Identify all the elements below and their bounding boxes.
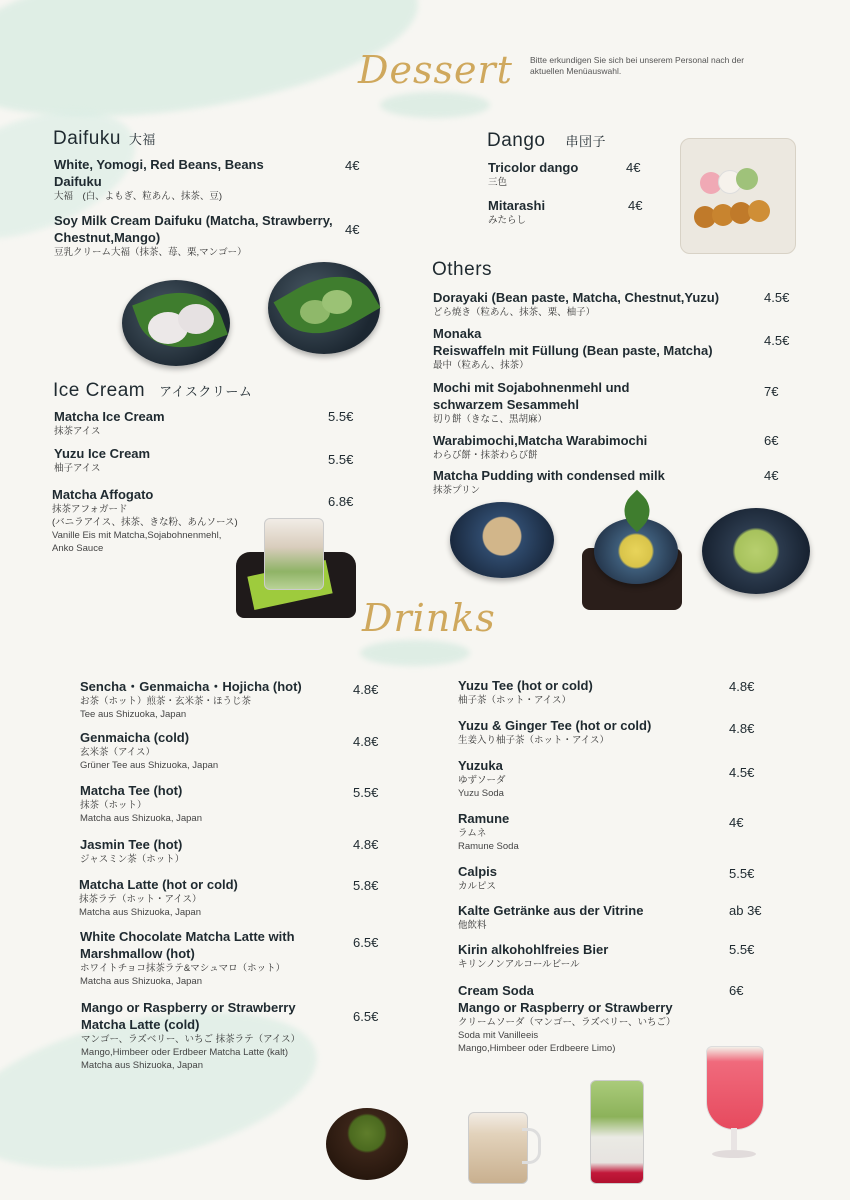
drink-jp: 柚子茶（ホット・アイス） xyxy=(458,695,572,706)
item-name: Warabimochi,Matcha Warabimochi xyxy=(433,433,648,448)
drink-jp: 抹茶ラテ（ホット・アイス） xyxy=(79,894,202,905)
others-title: Others xyxy=(432,259,493,280)
item-price: 4€ xyxy=(628,198,643,213)
menu-item xyxy=(488,159,618,189)
drink-item xyxy=(458,810,718,853)
item-jp: 最中（粒あん、抹茶） xyxy=(433,360,529,371)
affogato-glass xyxy=(264,518,324,590)
drink-name: Mango or Raspberry or Strawberry xyxy=(81,1000,296,1015)
item-name: schwarzem Sesammehl xyxy=(433,397,579,412)
drink-jp: 玄米茶（アイス） xyxy=(80,747,156,758)
drink-sub: Mango,Himbeer oder Erdbeere Limo) xyxy=(458,1043,616,1054)
daifuku-title-jp: 大福 xyxy=(128,132,156,147)
dango-photo xyxy=(680,138,796,254)
drink-price: 6.5€ xyxy=(353,1009,379,1024)
item-price: 5.5€ xyxy=(328,409,354,424)
item-price: 6€ xyxy=(764,433,779,448)
daifuku-section-title xyxy=(53,128,156,150)
item-name: Reiswaffeln mit Füllung (Bean paste, Matcha) xyxy=(433,343,713,358)
item-name: Matcha Pudding with condensed milk xyxy=(433,468,665,483)
drink-sub: Ramune Soda xyxy=(458,841,519,852)
drink-item xyxy=(458,982,718,1055)
drink-jp: ゆずソーダ xyxy=(458,775,506,786)
mochi-piece xyxy=(178,304,214,334)
item-jp: 抹茶プリン xyxy=(433,485,481,496)
item-name: Matcha Ice Cream xyxy=(54,409,165,424)
ice-cream-section-title xyxy=(53,380,252,402)
drink-price: 4.8€ xyxy=(353,734,379,749)
drink-jp: クリームソーダ（マンゴー、ラズベリー、いちご） xyxy=(458,1017,676,1028)
drink-name: Kirin alkohohlfreies Bier xyxy=(458,942,609,957)
menu-item xyxy=(54,212,334,259)
dango-ball xyxy=(748,200,770,222)
drink-sub: Matcha aus Shizuoka, Japan xyxy=(80,976,202,987)
drink-sub: Mango,Himbeer oder Erdbeer Matcha Latte (kalt) xyxy=(81,1047,288,1058)
daifuku-title: Daifuku xyxy=(53,128,121,149)
item-jp: 大福 (白、よもぎ、粒あん、抹茶、豆) xyxy=(54,191,223,202)
drink-item xyxy=(458,757,718,800)
item-name: Matcha Affogato xyxy=(52,487,154,502)
matcha-latte-cold-photo xyxy=(590,1080,644,1184)
drink-jp: ジャスミン茶（ホット） xyxy=(80,854,185,865)
drink-name: Marshmallow (hot) xyxy=(80,946,195,961)
drink-name: Jasmin Tee (hot) xyxy=(80,837,183,852)
drink-jp: 生姜入り柚子茶（ホット・アイス） xyxy=(458,735,610,746)
matcha-bowl-photo xyxy=(326,1108,408,1180)
item-price: 4€ xyxy=(626,160,641,175)
drink-price: 4.8€ xyxy=(729,721,755,736)
ice-cream-title: Ice Cream xyxy=(53,380,146,401)
dango-ball xyxy=(736,168,758,190)
drink-item xyxy=(81,999,351,1072)
brush-stroke xyxy=(380,92,490,118)
menu-item xyxy=(54,408,304,438)
drink-name: Yuzuka xyxy=(458,758,503,773)
kinako-mochi-photo xyxy=(450,502,554,578)
drink-name: Yuzu & Ginger Tee (hot or cold) xyxy=(458,718,652,733)
item-name: Monaka xyxy=(433,326,482,341)
drink-name: White Chocolate Matcha Latte with xyxy=(80,929,295,944)
menu-item xyxy=(433,325,753,372)
drink-item xyxy=(458,863,718,893)
dango-title-jp: 串団子 xyxy=(565,134,607,149)
menu-item xyxy=(433,432,753,462)
menu-item xyxy=(433,379,753,426)
drink-jp: キリンノンアルコールビール xyxy=(458,959,580,970)
drink-item xyxy=(80,729,340,772)
drink-name: Calpis xyxy=(458,864,498,879)
drink-name: Yuzu Tee (hot or cold) xyxy=(458,678,593,693)
item-name: Mochi mit Sojabohnenmehl und xyxy=(433,380,630,395)
menu-item xyxy=(433,467,753,497)
item-jp: みたらし xyxy=(488,215,527,226)
drink-name: Sencha・Genmaicha・Hojicha (hot) xyxy=(80,679,302,694)
menu-item xyxy=(52,486,272,555)
drink-price: 5.5€ xyxy=(729,866,755,881)
dessert-title: Dessert xyxy=(358,48,513,92)
matcha-pudding-photo xyxy=(702,508,810,594)
drink-name: Ramune xyxy=(458,811,510,826)
drink-item xyxy=(458,902,718,932)
drink-price: 4.8€ xyxy=(353,682,379,697)
item-price: 5.5€ xyxy=(328,452,354,467)
drinks-title: Drinks xyxy=(362,596,496,640)
drink-sub: Grüner Tee aus Shizuoka, Japan xyxy=(80,760,219,771)
drink-jp: 他飲料 xyxy=(458,920,487,931)
drink-price: 6€ xyxy=(729,983,744,998)
menu-item xyxy=(488,197,618,227)
drink-name: Mango or Raspberry or Strawberry xyxy=(458,1000,673,1015)
drink-name: Matcha Tee (hot) xyxy=(80,783,183,798)
item-name: Soy Milk Cream Daifuku (Matcha, Strawberry, Chestnut,Mango) xyxy=(54,213,333,245)
item-jp: 柚子アイス xyxy=(54,463,101,474)
drink-jp: マンゴー、ラズベリー、いちご 抹茶ラテ（アイス） xyxy=(81,1034,301,1045)
item-jp: 豆乳クリーム大福（抹茶、苺、栗,マンゴー） xyxy=(54,247,247,258)
drink-price: 4.8€ xyxy=(729,679,755,694)
ice-cream-title-jp: アイスクリーム xyxy=(159,384,253,399)
menu-notice: Bitte erkundigen Sie sich bei unserem Personal nach der aktuellen Menüauswahl. xyxy=(530,55,745,76)
item-name: Dorayaki (Bean paste, Matcha, Chestnut,Yuzu) xyxy=(433,290,720,305)
drink-sub: Matcha aus Shizuoka, Japan xyxy=(81,1060,203,1071)
drink-jp: ホワイトチョコ抹茶ラテ&マシュマロ（ホット） xyxy=(80,963,286,974)
brush-stroke xyxy=(360,640,470,666)
dango-title: Dango xyxy=(487,130,546,151)
item-jp: (バニラアイス、抹茶、きな粉、あんソース) xyxy=(52,517,238,528)
drink-item xyxy=(80,836,340,866)
item-name: Yuzu Ice Cream xyxy=(54,446,151,461)
drink-item xyxy=(80,928,350,988)
drink-item xyxy=(79,876,339,919)
item-jp: どら焼き（粒あん、抹茶、栗、柚子） xyxy=(433,307,596,318)
item-name: White, Yomogi, Red Beans, Beans Daifuku xyxy=(54,157,264,189)
menu-item xyxy=(54,156,304,203)
drink-price: ab 3€ xyxy=(729,903,762,918)
item-price: 4€ xyxy=(345,222,360,237)
item-jp: 抹茶アフォガード xyxy=(52,504,128,515)
drink-sub: Tee aus Shizuoka, Japan xyxy=(80,709,187,720)
menu-item xyxy=(433,289,753,319)
item-price: 4€ xyxy=(345,158,360,173)
drink-item xyxy=(458,677,718,707)
drink-jp: ラムネ xyxy=(458,828,487,839)
item-name: Mitarashi xyxy=(488,198,546,213)
menu-item xyxy=(54,445,304,475)
drink-sub: Matcha aus Shizuoka, Japan xyxy=(79,907,201,918)
drink-item xyxy=(80,782,340,825)
drink-jp: お茶（ホット）煎茶・玄米茶・ほうじ茶 xyxy=(80,696,252,707)
drink-name: Kalte Getränke aus der Vitrine xyxy=(458,903,644,918)
mochi-piece xyxy=(322,290,352,314)
item-price: 6.8€ xyxy=(328,494,354,509)
item-jp: 抹茶アイス xyxy=(54,426,101,437)
drink-price: 5.8€ xyxy=(353,878,379,893)
cream-soda-photo xyxy=(706,1046,764,1130)
drink-price: 4€ xyxy=(729,815,744,830)
drink-item xyxy=(458,941,718,971)
item-price: 4.5€ xyxy=(764,333,790,348)
item-jp: わらび餅・抹茶わらび餅 xyxy=(433,450,538,461)
drink-sub: Matcha aus Shizuoka, Japan xyxy=(80,813,202,824)
drink-jp: カルピス xyxy=(458,881,497,892)
item-price: 4.5€ xyxy=(764,290,790,305)
drink-name: Matcha Latte (cold) xyxy=(81,1017,200,1032)
item-price: 4€ xyxy=(764,468,779,483)
item-sub: Anko Sauce xyxy=(52,543,104,554)
drink-sub: Yuzu Soda xyxy=(458,788,504,799)
drink-price: 4.8€ xyxy=(353,837,379,852)
cream-soda-base xyxy=(712,1150,756,1158)
drink-jp: 抹茶（ホット） xyxy=(80,800,147,811)
item-price: 7€ xyxy=(764,384,779,399)
drink-item xyxy=(80,678,340,721)
drink-price: 4.5€ xyxy=(729,765,755,780)
drink-name: Matcha Latte (hot or cold) xyxy=(79,877,238,892)
drink-price: 6.5€ xyxy=(353,935,379,950)
item-sub: Vanille Eis mit Matcha,Sojabohnenmehl, xyxy=(52,530,222,541)
item-jp: 三色 xyxy=(488,177,508,188)
item-name: Tricolor dango xyxy=(488,160,579,175)
drink-price: 5.5€ xyxy=(729,942,755,957)
drink-name: Genmaicha (cold) xyxy=(80,730,190,745)
marshmallow-latte-photo xyxy=(468,1112,528,1184)
dango-section-title xyxy=(487,130,606,152)
drink-sub: Soda mit Vanilleeis xyxy=(458,1030,539,1041)
item-jp: 切り餅（きなこ、黒胡麻） xyxy=(433,414,548,425)
drink-price: 5.5€ xyxy=(353,785,379,800)
drink-item xyxy=(458,717,718,747)
drink-name: Cream Soda xyxy=(458,983,534,998)
mug-handle xyxy=(522,1128,541,1164)
